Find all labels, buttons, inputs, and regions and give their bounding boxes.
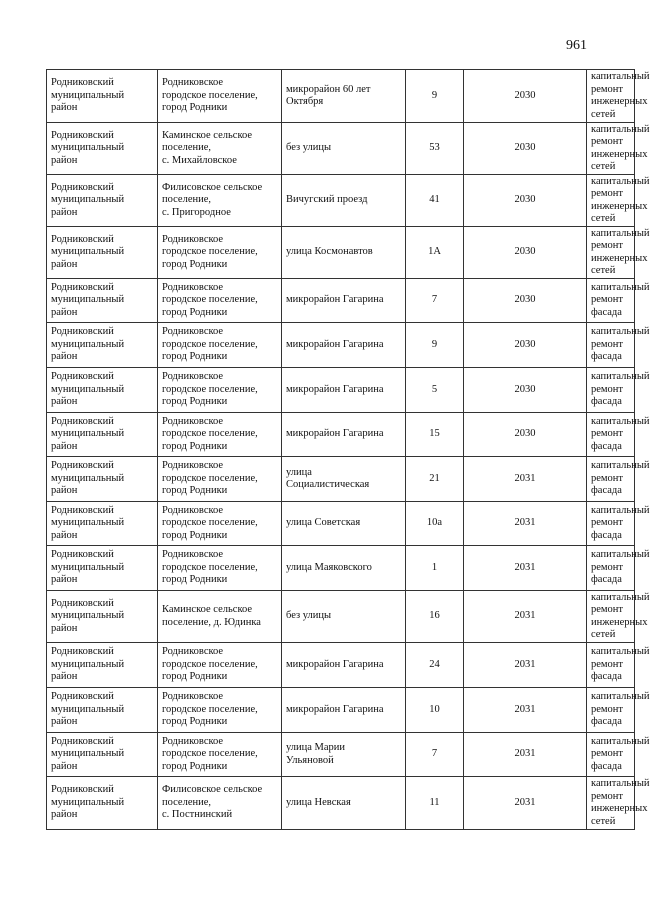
- district-cell: Родниковский муниципальный район: [47, 502, 158, 546]
- district-cell: Родниковский муниципальный район: [47, 227, 158, 279]
- district-cell: Родниковский муниципальный район: [47, 688, 158, 733]
- street-cell: Вичугский проезд: [282, 175, 406, 227]
- street-cell: без улицы: [282, 591, 406, 643]
- district-cell: Родниковский муниципальный район: [47, 368, 158, 413]
- district-cell: Родниковский муниципальный район: [47, 279, 158, 323]
- settlement-cell: Родниковское городское поселение, город Родники: [158, 733, 282, 777]
- table-row: [47, 227, 635, 279]
- table-row: [47, 413, 635, 457]
- street-cell: микрорайон Гагарина: [282, 279, 406, 323]
- settlement-cell: Каминское сельское поселение, д. Юдинка: [158, 591, 282, 643]
- house-number-cell: 7: [406, 279, 464, 323]
- settlement-cell: Родниковское городское поселение, город Родники: [158, 502, 282, 546]
- table-row: [47, 175, 635, 227]
- street-cell: улица Социалистическая: [282, 457, 406, 502]
- district-cell: Родниковский муниципальный район: [47, 323, 158, 368]
- settlement-cell: Филисовское сельское поселение, с. Постнинский: [158, 777, 282, 830]
- settlement-cell: Родниковское городское поселение, город Родники: [158, 368, 282, 413]
- street-cell: улица Космонавтов: [282, 227, 406, 279]
- table-row: [47, 546, 635, 591]
- district-cell: Родниковский муниципальный район: [47, 546, 158, 591]
- work-type-cell: капитальный ремонт фасада: [587, 502, 635, 546]
- work-type-cell: капитальный ремонт инженерных сетей: [587, 175, 635, 227]
- work-type-cell: капитальный ремонт фасада: [587, 733, 635, 777]
- house-number-cell: 10: [406, 688, 464, 733]
- district-cell: Родниковский муниципальный район: [47, 777, 158, 830]
- work-type-cell: капитальный ремонт инженерных сетей: [587, 123, 635, 175]
- house-number-cell: 53: [406, 123, 464, 175]
- settlement-cell: Родниковское городское поселение, город Родники: [158, 227, 282, 279]
- table-row: [47, 123, 635, 175]
- street-cell: улица Невская: [282, 777, 406, 830]
- table-row: [47, 777, 635, 830]
- table-row: [47, 279, 635, 323]
- table-row: [47, 457, 635, 502]
- street-cell: без улицы: [282, 123, 406, 175]
- year-cell: 2031: [464, 777, 587, 830]
- table-row: [47, 688, 635, 733]
- work-type-cell: капитальный ремонт фасада: [587, 279, 635, 323]
- house-number-cell: 1А: [406, 227, 464, 279]
- street-cell: улица Марии Ульяновой: [282, 733, 406, 777]
- street-cell: микрорайон Гагарина: [282, 688, 406, 733]
- year-cell: 2031: [464, 591, 587, 643]
- district-cell: Родниковский муниципальный район: [47, 457, 158, 502]
- street-cell: микрорайон Гагарина: [282, 643, 406, 688]
- district-cell: Родниковский муниципальный район: [47, 123, 158, 175]
- year-cell: 2030: [464, 368, 587, 413]
- house-number-cell: 41: [406, 175, 464, 227]
- street-cell: микрорайон Гагарина: [282, 413, 406, 457]
- table-row: [47, 323, 635, 368]
- house-number-cell: 9: [406, 323, 464, 368]
- district-cell: Родниковский муниципальный район: [47, 591, 158, 643]
- settlement-cell: Родниковское городское поселение, город Родники: [158, 413, 282, 457]
- house-number-cell: 16: [406, 591, 464, 643]
- settlement-cell: Каминское сельское поселение, с. Михайловское: [158, 123, 282, 175]
- district-cell: Родниковский муниципальный район: [47, 413, 158, 457]
- district-cell: Родниковский муниципальный район: [47, 733, 158, 777]
- work-type-cell: капитальный ремонт фасада: [587, 546, 635, 591]
- year-cell: 2031: [464, 502, 587, 546]
- work-type-cell: капитальный ремонт инженерных сетей: [587, 591, 635, 643]
- table-body: [47, 70, 650, 830]
- district-cell: Родниковский муниципальный район: [47, 70, 158, 123]
- district-cell: Родниковский муниципальный район: [47, 643, 158, 688]
- street-cell: микрорайон Гагарина: [282, 323, 406, 368]
- street-cell: микрорайон 60 лет Октября: [282, 70, 406, 123]
- street-cell: улица Советская: [282, 502, 406, 546]
- settlement-cell: Родниковское городское поселение, город Родники: [158, 643, 282, 688]
- work-type-cell: капитальный ремонт фасада: [587, 323, 635, 368]
- year-cell: 2030: [464, 175, 587, 227]
- table-row: [47, 70, 635, 123]
- house-number-cell: 10а: [406, 502, 464, 546]
- house-number-cell: 5: [406, 368, 464, 413]
- year-cell: 2031: [464, 643, 587, 688]
- settlement-cell: Родниковское городское поселение, город Родники: [158, 457, 282, 502]
- settlement-cell: Родниковское городское поселение, город Родники: [158, 546, 282, 591]
- house-number-cell: 15: [406, 413, 464, 457]
- table-row: [47, 733, 635, 777]
- table-row: [47, 502, 635, 546]
- house-number-cell: 9: [406, 70, 464, 123]
- year-cell: 2030: [464, 279, 587, 323]
- year-cell: 2030: [464, 70, 587, 123]
- house-number-cell: 11: [406, 777, 464, 830]
- house-number-cell: 7: [406, 733, 464, 777]
- work-type-cell: капитальный ремонт фасада: [587, 643, 635, 688]
- settlement-cell: Родниковское городское поселение, город Родники: [158, 70, 282, 123]
- work-type-cell: капитальный ремонт фасада: [587, 457, 635, 502]
- table-row: [47, 368, 635, 413]
- year-cell: 2031: [464, 688, 587, 733]
- table-row: [47, 643, 635, 688]
- district-cell: Родниковский муниципальный район: [47, 175, 158, 227]
- year-cell: 2030: [464, 123, 587, 175]
- table-row: [47, 591, 635, 643]
- work-type-cell: капитальный ремонт фасада: [587, 688, 635, 733]
- year-cell: 2030: [464, 227, 587, 279]
- year-cell: 2031: [464, 546, 587, 591]
- house-number-cell: 21: [406, 457, 464, 502]
- year-cell: 2031: [464, 457, 587, 502]
- year-cell: 2030: [464, 323, 587, 368]
- work-type-cell: капитальный ремонт инженерных сетей: [587, 227, 635, 279]
- year-cell: 2031: [464, 733, 587, 777]
- house-number-cell: 24: [406, 643, 464, 688]
- settlement-cell: Родниковское городское поселение, город Родники: [158, 279, 282, 323]
- settlement-cell: Родниковское городское поселение, город Родники: [158, 323, 282, 368]
- work-type-cell: капитальный ремонт фасада: [587, 368, 635, 413]
- work-type-cell: капитальный ремонт инженерных сетей: [587, 70, 635, 123]
- street-cell: микрорайон Гагарина: [282, 368, 406, 413]
- settlement-cell: Филисовское сельское поселение, с. Пригородное: [158, 175, 282, 227]
- house-number-cell: 1: [406, 546, 464, 591]
- settlement-cell: Родниковское городское поселение, город Родники: [158, 688, 282, 733]
- street-cell: улица Маяковского: [282, 546, 406, 591]
- overhaul-schedule-table: [46, 69, 650, 830]
- work-type-cell: капитальный ремонт фасада: [587, 413, 635, 457]
- year-cell: 2030: [464, 413, 587, 457]
- work-type-cell: капитальный ремонт инженерных сетей: [587, 777, 635, 830]
- page-number: 961: [566, 38, 587, 53]
